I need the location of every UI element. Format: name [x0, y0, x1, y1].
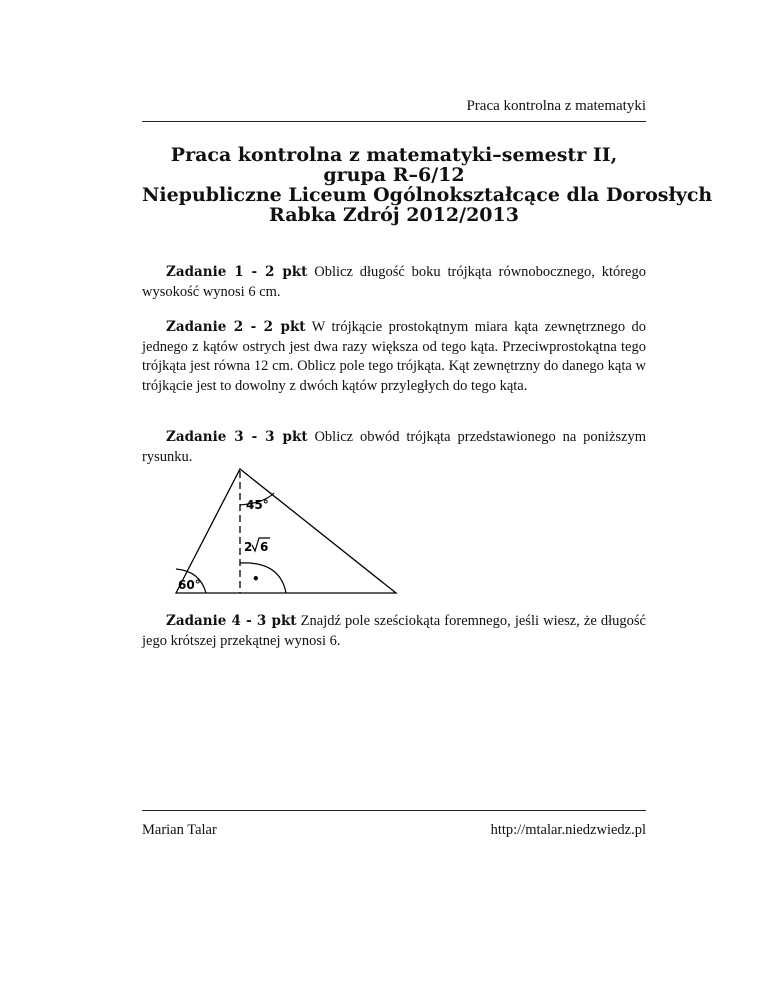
header-rule — [142, 121, 646, 122]
angle-label-top: 45° — [246, 498, 269, 512]
task-4-label: Zadanie 4 - 3 pkt — [166, 613, 297, 629]
task-3-text: Oblicz obwód trójkąta przedstawionego na poniższym rysunku. — [142, 429, 647, 465]
footer-url: http://mtalar.niedzwiedz.pl — [490, 822, 646, 838]
running-header: Praca kontrolna z matematyki — [466, 98, 646, 114]
height-label — [244, 538, 270, 554]
footer-author: Marian Talar — [142, 822, 217, 838]
task-2 — [142, 318, 646, 396]
task-1-text: Oblicz długość boku trójkąta równobocznego, którego wysokość wynosi 6 cm. — [142, 264, 646, 300]
triangle-outline — [176, 469, 396, 593]
footer-rule — [142, 810, 646, 811]
height-label-radicand: 6 — [260, 540, 269, 554]
task-3 — [142, 428, 646, 467]
task-4-text: Znajdź pole sześciokąta foremnego, jeśli wiesz, że długość jego krótszej przekątnej wynosi 6. — [142, 613, 646, 649]
task-3-label: Zadanie 3 - 3 pkt — [166, 429, 308, 445]
title-line-3: Niepubliczne Liceum Ogólnokształcące dla Dorosłych — [142, 184, 713, 206]
right-angle-arc — [240, 563, 286, 593]
task-2-label: Zadanie 2 - 2 pkt — [166, 319, 306, 335]
height-label-coef: 2 — [244, 540, 253, 554]
right-angle-dot: • — [252, 572, 260, 586]
document-title — [142, 144, 713, 226]
task-1 — [142, 263, 646, 302]
triangle-figure — [170, 465, 400, 600]
title-line-1: Praca kontrolna z matematyki–semestr II, — [170, 144, 618, 166]
task-2-text: W trójkącie prostokątnym miara kąta zewnętrznego do jednego z kątów ostrych jest dwa razy większa od tego kąta. Przeciwprostokątna tego trójkąta jest równa 12 cm. Oblicz pole tego trójkąta. Kąt zewnętrzny do danego kąta w trójkącie jest to dowolny z dwóch kątów przyległych do tego kąta. — [142, 319, 646, 394]
angle-label-left: 60° — [178, 578, 201, 592]
task-1-label: Zadanie 1 - 2 pkt — [166, 264, 308, 280]
title-line-2: grupa R–6/12 — [323, 164, 465, 186]
title-line-4: Rabka Zdrój 2012/2013 — [269, 204, 519, 226]
task-4 — [142, 612, 646, 651]
